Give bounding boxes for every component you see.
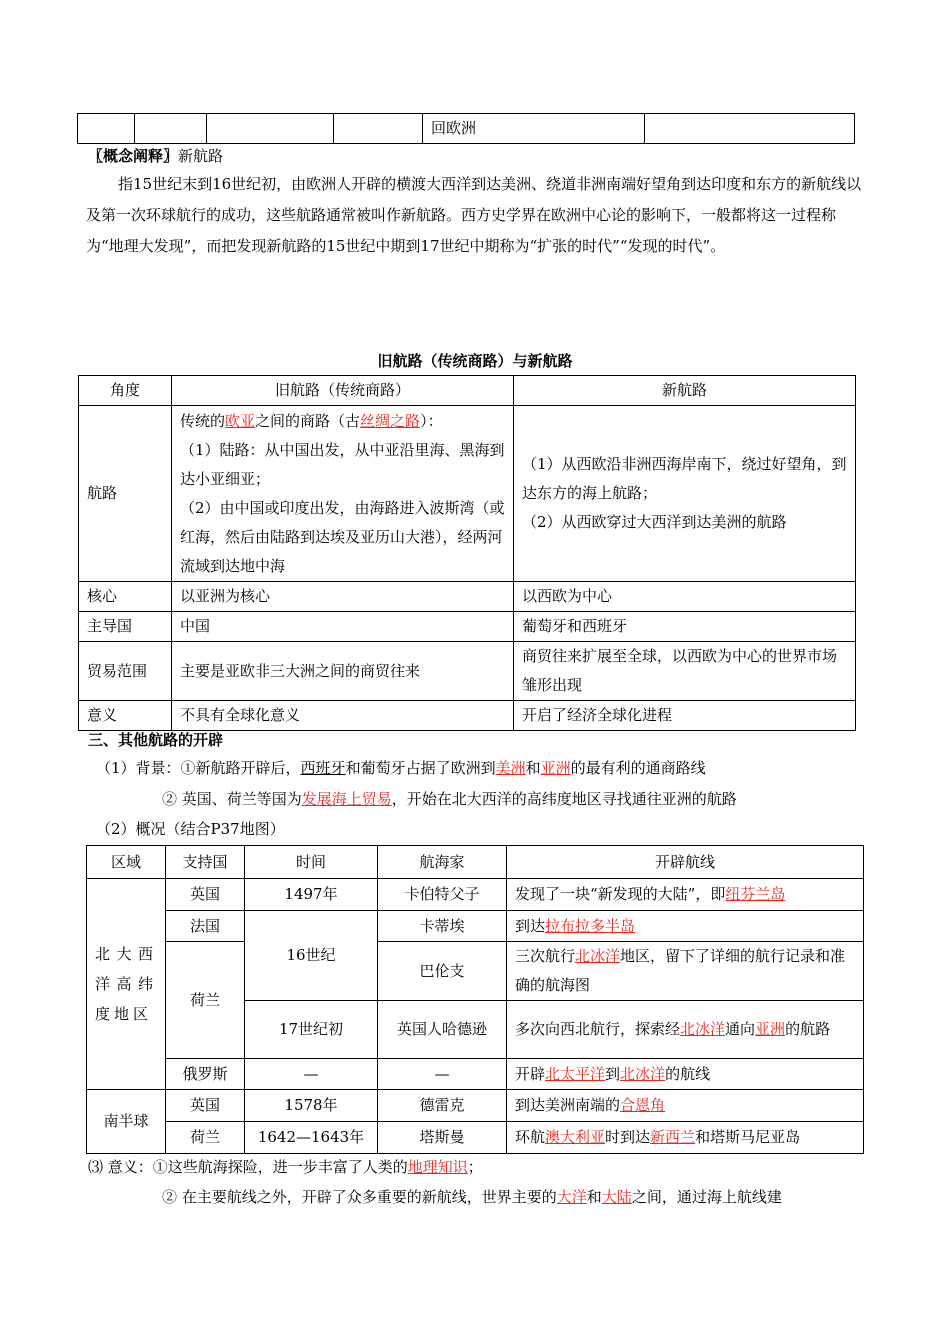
country: 英国 <box>166 879 245 911</box>
time: 1642—1643年 <box>245 1122 378 1154</box>
navigator: 塔斯曼 <box>378 1122 507 1154</box>
keyword-eurasia: 欧亚 <box>225 412 256 430</box>
route-text: 开辟 <box>515 1064 546 1083</box>
route-text: 多次向西北航行，探索经 <box>515 1020 681 1038</box>
routes-header-navigator: 航海家 <box>378 846 507 879</box>
route-text: 地区，留下了详细的航行记录和准确的航海图 <box>515 947 846 994</box>
route-desc <box>507 1090 864 1122</box>
keyword-new-zealand: 新西兰 <box>650 1128 696 1146</box>
country: 荷兰 <box>166 942 245 1059</box>
routes-row-tasman <box>87 1122 864 1154</box>
routes-header-route: 开辟航线 <box>507 846 864 879</box>
region-north-atlantic: 北大西洋高纬度地区 <box>87 879 166 1090</box>
sig-text: ② 在主要航线之外，开辟了众多重要的新航线，世界主要的 <box>162 1188 557 1206</box>
route-text: 到达美洲南端的 <box>515 1096 621 1114</box>
row-label: 贸易范围 <box>79 642 172 701</box>
country: 俄罗斯 <box>166 1059 245 1090</box>
row-label: 主导国 <box>79 612 172 642</box>
keyword-arctic: 北冰洋 <box>680 1020 726 1038</box>
time: 17世纪初 <box>245 1001 378 1059</box>
keyword-arctic: 北冰洋 <box>575 947 621 965</box>
keyword-asia: 亚洲 <box>540 759 571 777</box>
significance-line-2 <box>162 1186 782 1207</box>
routes-table <box>86 845 864 1154</box>
route-old-text: ）： <box>420 412 443 430</box>
route-old-land: （1）陆路：从中国出发，从中亚沿里海、黑海到达小亚细亚； <box>180 441 505 488</box>
route-text: 时到达 <box>605 1128 651 1146</box>
compare-header-old: 旧航路（传统商路） <box>172 376 514 406</box>
route-text: 通向 <box>725 1020 756 1038</box>
route-desc <box>507 1059 864 1090</box>
row-old: 中国 <box>172 612 514 642</box>
navigator: 巴伦支 <box>378 942 507 1001</box>
compare-row-core <box>79 582 856 612</box>
compare-header-row <box>79 376 856 406</box>
time: 1497年 <box>245 879 378 911</box>
route-desc <box>507 942 864 1001</box>
route-desc <box>507 879 864 911</box>
sig-text: 和 <box>586 1188 602 1206</box>
navigator: 卡蒂埃 <box>378 911 507 942</box>
route-new-1: （1）从西欧沿非洲西海岸南下，绕过好望角，到达东方的海上航路； <box>522 455 847 502</box>
keyword-newfoundland: 纽芬兰岛 <box>725 885 786 903</box>
bg-text: （1）背景：①新航路开辟后， <box>96 759 301 777</box>
navigator: 德雷克 <box>378 1090 507 1122</box>
top-table-cell: 回欧洲 <box>423 114 645 144</box>
concept-label: 〖概念阐释〗 <box>88 147 179 165</box>
route-old-sea: （2）由中国或印度出发，由海路进入波斯湾（或红海，然后由陆路到达埃及亚历山大港），经两河流域到达地中海 <box>180 499 505 575</box>
routes-header-row <box>87 846 864 879</box>
row-old: 不具有全球化意义 <box>172 701 514 731</box>
bg-text: 的最有利的通商路线 <box>570 759 706 777</box>
bg-text: ② 英国、荷兰等国为 <box>162 790 302 808</box>
route-old-text: 之间的商路（古 <box>255 412 361 430</box>
keyword-north-pacific: 北太平洋 <box>545 1064 606 1083</box>
concept-title: 新航路 <box>178 147 224 165</box>
row-label: 意义 <box>79 701 172 731</box>
keyword-silk-road: 丝绸之路 <box>360 412 421 430</box>
compare-row-route <box>79 406 856 582</box>
significance-line-1 <box>88 1156 483 1177</box>
routes-row-france <box>87 911 864 942</box>
route-desc <box>507 911 864 942</box>
keyword-continent: 大陆 <box>601 1188 632 1206</box>
routes-row-russia <box>87 1059 864 1090</box>
routes-row-drake <box>87 1090 864 1122</box>
concept-heading <box>88 145 223 166</box>
keyword-spain: 西班牙 <box>300 759 346 777</box>
bg-text: 和葡萄牙占据了欧洲到 <box>345 759 496 777</box>
compare-table <box>78 375 856 731</box>
time: 1578年 <box>245 1090 378 1122</box>
sig-text: ； <box>467 1158 483 1176</box>
compare-header-angle: 角度 <box>79 376 172 406</box>
concept-paragraph: 指15世纪末到16世纪初，由欧洲人开辟的横渡大西洋到达美洲、绕道非洲南端好望角到达印度和东方的新航线以及第一次环球航行的成功，这些航路通常被叫作新航路。西方史学界在欧洲中心论的影响下，一般都将这一过程称为“地理大发现”，而把发现新航路的15世纪中期到17世纪中期称为“扩张的时代”“发现的时代”。 <box>86 175 862 255</box>
routes-header-country: 支持国 <box>166 846 245 879</box>
navigator: 卡伯特父子 <box>378 879 507 911</box>
route-text: 的航线 <box>665 1064 711 1083</box>
compare-row-meaning <box>79 701 856 731</box>
route-desc <box>507 1001 864 1059</box>
row-label: 核心 <box>79 582 172 612</box>
route-text: 和塔斯马尼亚岛 <box>695 1128 801 1146</box>
row-old: 主要是亚欧非三大洲之间的商贸往来 <box>172 642 514 701</box>
row-new: 开启了经济全球化进程 <box>514 701 856 731</box>
compare-row-trade <box>79 642 856 701</box>
background-line-1 <box>96 757 706 778</box>
route-new <box>514 406 856 582</box>
sig-text: ⑶ 意义：①这些航海探险，进一步丰富了人类的 <box>88 1158 408 1176</box>
route-text: 环航 <box>515 1128 546 1146</box>
keyword-cape-horn: 合恩角 <box>620 1096 666 1114</box>
row-new: 葡萄牙和西班牙 <box>514 612 856 642</box>
route-desc <box>507 1122 864 1154</box>
route-text: 的航路 <box>785 1020 831 1038</box>
keyword-geo-knowledge: 地理知识 <box>407 1158 468 1176</box>
route-text: 三次航行 <box>515 947 576 965</box>
country: 荷兰 <box>166 1122 245 1154</box>
overview-line: （2）概况（结合P37地图） <box>96 820 285 838</box>
routes-header-region: 区域 <box>87 846 166 879</box>
navigator: — <box>378 1059 507 1090</box>
route-label: 航路 <box>79 406 172 582</box>
keyword-australia: 澳大利亚 <box>545 1128 606 1146</box>
sig-text: 之间，通过海上航线建 <box>631 1188 782 1206</box>
route-old-text: 传统的 <box>180 412 226 430</box>
routes-row-netherlands-barents <box>87 942 864 1001</box>
navigator: 英国人哈德逊 <box>378 1001 507 1059</box>
region-southern-hemisphere: 南半球 <box>87 1090 166 1154</box>
route-text: 发现了一块“新发现的大陆”，即 <box>515 885 726 903</box>
keyword-labrador: 拉布拉多半岛 <box>545 916 636 935</box>
compare-header-new: 新航路 <box>514 376 856 406</box>
row-new: 以西欧为中心 <box>514 582 856 612</box>
time: — <box>245 1059 378 1090</box>
background-line-2 <box>162 788 737 809</box>
keyword-america: 美洲 <box>495 759 526 777</box>
bg-text: ，开始在北大西洋的高纬度地区寻找通往亚洲的航路 <box>391 790 737 808</box>
row-new: 商贸往来扩展至全球，以西欧为中心的世界市场雏形出现 <box>514 642 856 701</box>
route-text: 到达 <box>515 916 546 935</box>
keyword-arctic: 北冰洋 <box>620 1064 666 1083</box>
route-new-2: （2）从西欧穿过大西洋到达美洲的航路 <box>522 513 787 531</box>
section3-heading: 三、其他航路的开辟 <box>88 731 224 749</box>
routes-header-time: 时间 <box>245 846 378 879</box>
time: 16世纪 <box>245 911 378 1001</box>
row-old: 以亚洲为核心 <box>172 582 514 612</box>
route-old <box>172 406 514 582</box>
top-table-fragment <box>77 113 855 144</box>
compare-row-leader <box>79 612 856 642</box>
routes-row-england-1497 <box>87 879 864 911</box>
route-text: 到 <box>605 1064 621 1083</box>
keyword-ocean: 大洋 <box>556 1188 587 1206</box>
keyword-asia: 亚洲 <box>755 1020 786 1038</box>
compare-title: 旧航路（传统商路）与新航路 <box>377 352 573 370</box>
keyword-maritime-trade: 发展海上贸易 <box>301 790 392 808</box>
country: 法国 <box>166 911 245 942</box>
bg-text: 和 <box>525 759 541 777</box>
country: 英国 <box>166 1090 245 1122</box>
